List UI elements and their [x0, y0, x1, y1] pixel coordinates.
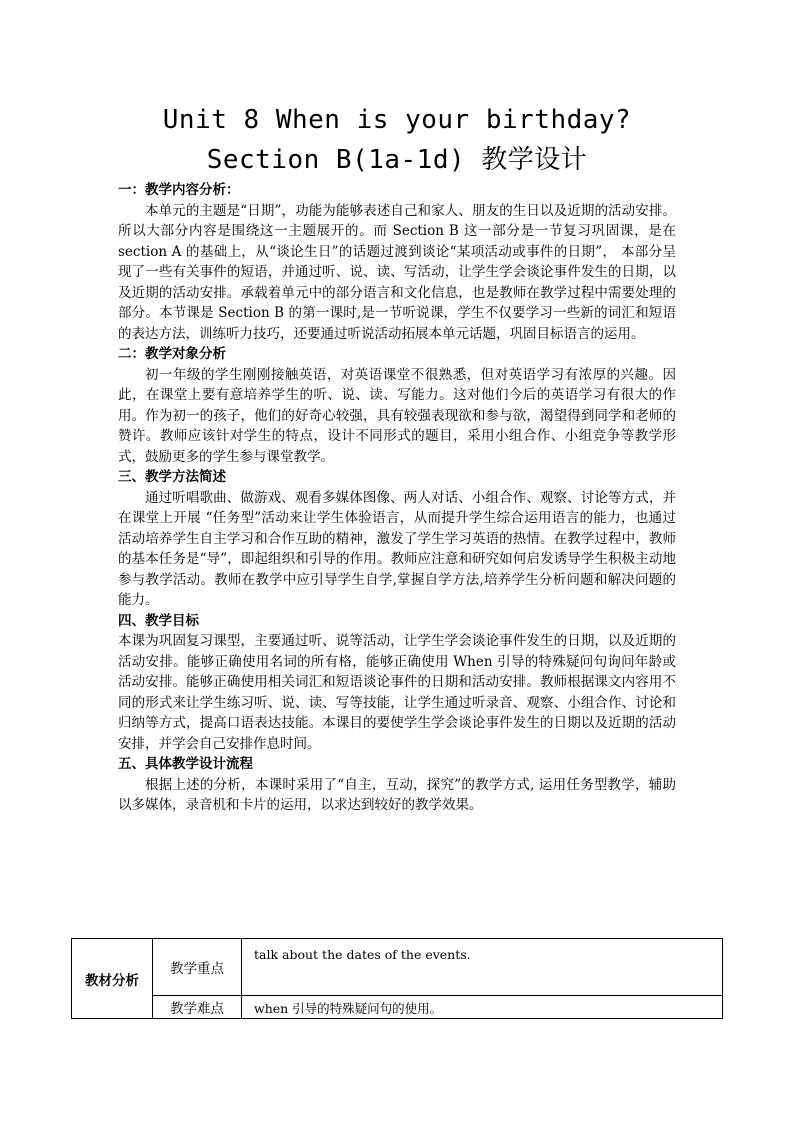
section-text-design-process: 根据上述的分析，本课时采用了“自主，互动，探究”的教学方式, 运用任务型教学，辅助以多媒体，录音机和卡片的运用，以求达到较好的教学效果。	[118, 776, 676, 813]
materials-analysis-table	[71, 938, 723, 1019]
section-heading-design-process: 五、具体教学设计流程	[118, 756, 253, 772]
table-category-cell: 教材分析	[72, 939, 153, 1019]
section-heading-content-analysis: 一：教学内容分析：	[118, 182, 240, 198]
table-label-key-points: 教学重点	[153, 939, 242, 996]
table-row	[72, 996, 723, 1019]
section-text-student-analysis: 初一年级的学生刚刚接触英语，对英语课堂不很熟悉，但对英语学习有浓厚的兴趣。因此，在课堂上要有意培养学生的听、说、读、写能力。这对他们今后的英语学习有很大的作用。作为初一的孩子，他们的好奇心较强，具有较强表现欲和参与欲，渴望得到同学和老师的赞许。教师应该针对学生的特点，设计不同形式的题目，采用小组合作、小组竞争等教学形式，鼓励更多的学生参与课堂教学。	[118, 366, 676, 465]
document-body	[118, 180, 676, 816]
section-heading-teaching-goals: 四、教学目标	[118, 612, 199, 629]
document-title: Unit 8 When is your birthday?	[162, 105, 632, 135]
document-subtitle: Section B(1a-1d) 教学设计	[206, 145, 588, 175]
table-value-difficulties: when 引导的特殊疑问句的使用。	[242, 996, 723, 1019]
section-text-teaching-goals: 本课为巩固复习课型，主要通过听、说等活动，让学生学会谈论事件发生的日期，以及近期的活动安排。能够正确使用名词的所有格，能够正确使用 When 引导的特殊疑问句询问年龄或活动安排。能够正确使用相关词汇和短语谈论事件的日期和活动安排。教师根据课文内容用不同的形式来让学生练习听、说、读、写等技能，让学生通过听录音、观察、小组合作、讨论和归纳等方式，提高口语表达技能。本课目的要使学生学会谈论事件发生的日期以及近期的活动安排，并学会自己安排作息时间。	[118, 633, 676, 752]
section-text-teaching-methods: 通过听唱歌曲、做游戏、观看多媒体图像、两人对话、小组合作、观察、讨论等方式，并在课堂上开展 “任务型”活动来让学生体验语言，从而提升学生综合运用语言的能力，也通过活动培养学生自主学习和合作互助的精神，激发了学生学习英语的热情。在教学过程中，教师的基本任务是“导”，即起组织和引导的作用。教师应注意和研究如何启发诱导学生积极主动地参与教学活动。教师在教学中应引导学生自学,掌握自学方法,培养学生分析问题和解决问题的能力。	[118, 489, 676, 608]
table-row	[72, 939, 723, 996]
section-text-content-analysis: 本单元的主题是“日期”，功能为能够表述自己和家人、朋友的生日以及近期的活动安排。所以大部分内容是围绕这一主题展开的。而 Section B 这一部分是一节复习巩固课，是在 section A 的基础上，从“谈论生日”的话题过渡到谈论“某项活动或事件的日期”， 本部分呈现了一些有关事件的短语，并通过听、说、读、写活动，让学生学会谈论事件发生的日期，以及近期的活动安排。承载着单元中的部分语言和文化信息，也是教师在教学过程中需要处理的部分。本节课是 Section B 的第一课时,是一节听说课，学生不仅要学习一些新的词汇和短语的表达方法，训练听力技巧，还要通过听说活动拓展本单元话题，巩固目标语言的运用。	[118, 202, 676, 342]
section-heading-teaching-methods: 三、教学方法简述	[118, 469, 226, 485]
section-heading-student-analysis: 二：教学对象分析	[118, 346, 226, 362]
table-label-difficulties: 教学难点	[153, 996, 242, 1019]
table-value-key-points: talk about the dates of the events.	[242, 939, 723, 996]
